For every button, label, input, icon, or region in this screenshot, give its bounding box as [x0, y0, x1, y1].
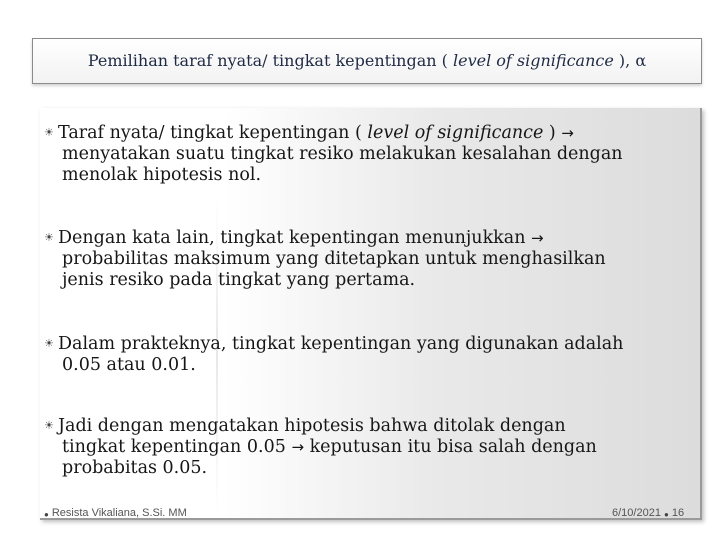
title-italic: level of significance [452, 51, 614, 70]
arrow-icon: → [531, 229, 544, 247]
footer-dot-icon: ● [664, 510, 669, 519]
bullet-1-line3: menolak hipotesis nol. [62, 165, 262, 185]
footer-page-number: 16 [671, 507, 685, 519]
bullet-2 [44, 227, 694, 291]
bullet-2-line2: probabilitas maksimum yang ditetapkan untuk menghasilkan [62, 249, 606, 269]
footer-author-text: Resista Vikaliana, S.Si. MM [51, 507, 187, 519]
footer-author [44, 507, 187, 519]
bullet-3-line1: Dalam prakteknya, tingkat kepentingan yang digunakan adalah [58, 334, 624, 354]
sun-bullet-icon: ☀ [44, 337, 54, 350]
footer-dot-icon: ● [44, 510, 49, 519]
title-box [32, 38, 702, 84]
bullet-3 [44, 333, 694, 376]
bullet-1-line1-pre: Taraf nyata/ tingkat kepentingan ( [58, 123, 368, 143]
footer-date: 6/10/2021 [612, 507, 661, 519]
title-suffix: ), α [613, 51, 647, 70]
bullet-4-line3: probabitas 0.05. [62, 458, 208, 478]
bullet-1-line1-post: ) [543, 123, 562, 143]
bullet-4-line1: Jadi dengan mengatakan hipotesis bahwa ditolak dengan [58, 416, 566, 436]
bullet-2-line3: jenis resiko pada tingkat yang pertama. [62, 270, 416, 290]
sun-bullet-icon: ☀ [44, 126, 54, 139]
title-prefix: Pemilihan taraf nyata/ tingkat kepentingan ( [87, 51, 453, 70]
footer-date-page [612, 507, 684, 519]
bullet-1 [44, 122, 694, 186]
bullet-3-line2: 0.05 atau 0.01. [62, 355, 196, 375]
bullet-2-line1: Dengan kata lain, tingkat kepentingan menunjukkan [58, 228, 532, 248]
arrow-icon: → [561, 124, 574, 142]
slide-title [33, 51, 701, 70]
bullet-1-line2: menyatakan suatu tingkat resiko melakukan kesalahan dengan [62, 144, 623, 164]
bullet-4 [44, 415, 694, 479]
bullet-4-line2-pre: tingkat kepentingan 0.05 [62, 437, 292, 457]
arrow-icon: → [291, 438, 305, 456]
sun-bullet-icon: ☀ [44, 419, 54, 432]
bullet-1-line1-italic: level of significance [367, 123, 544, 143]
sun-bullet-icon: ☀ [44, 231, 54, 244]
bullet-4-line2-post: keputusan itu bisa salah dengan [304, 437, 597, 457]
